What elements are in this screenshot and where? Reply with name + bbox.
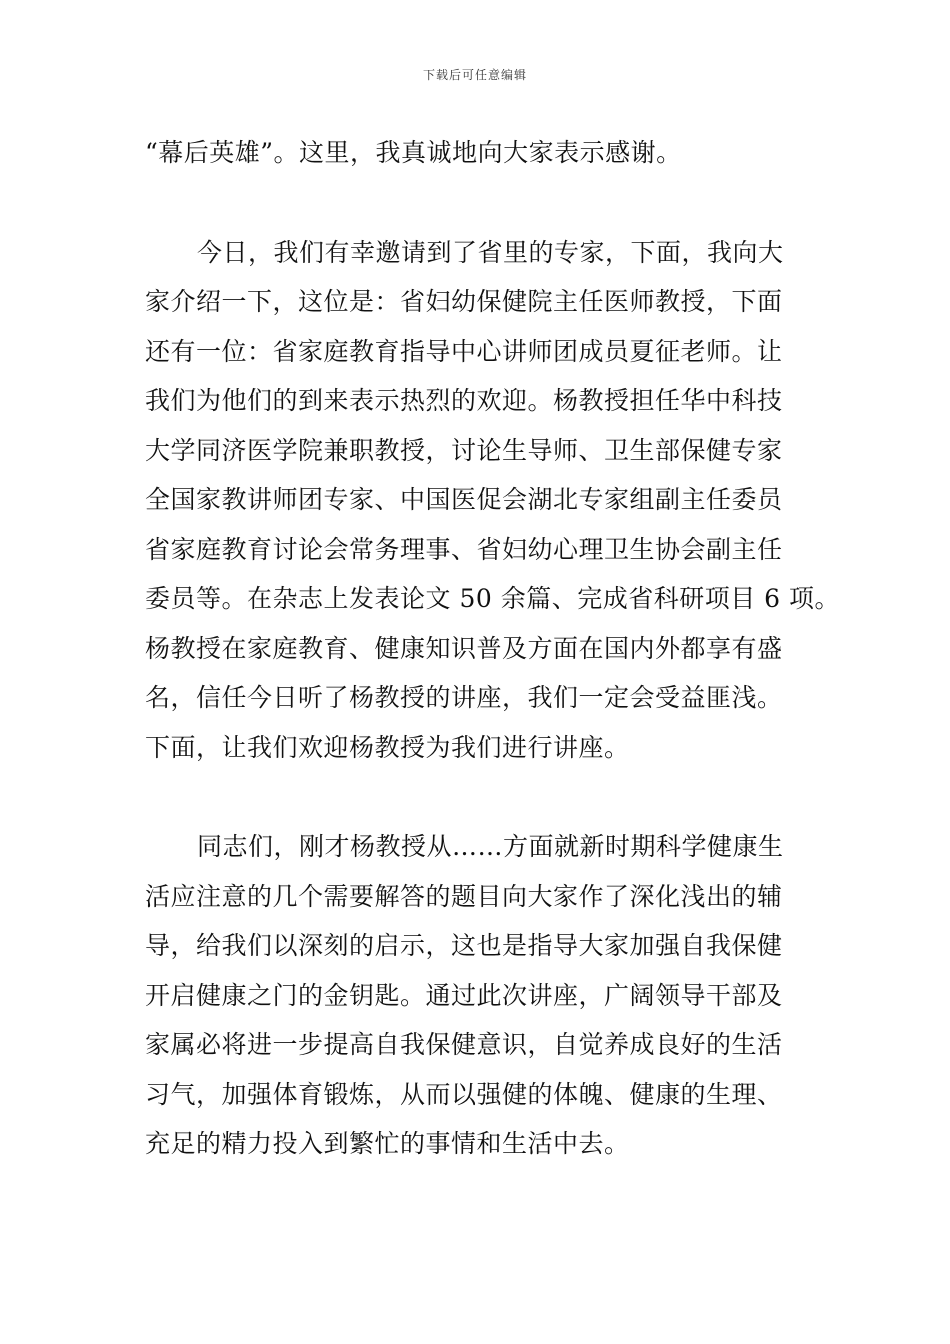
paragraph-spacer — [145, 772, 825, 822]
paragraph-line: 今日，我们有幸邀请到了省里的专家，下面，我向大 — [197, 237, 784, 267]
paragraph-line: 家介绍一下，这位是：省妇幼保健院主任医师教授，下面 — [145, 287, 783, 316]
paragraph-line: 开启健康之门的金钥匙。通过此次讲座，广阔领导干部及 — [145, 980, 783, 1010]
document-body — [145, 128, 841, 1169]
paragraph-3 — [145, 822, 825, 1169]
paragraph-line: “幕后英雄”。这里，我真诚地向大家表示感谢。 — [145, 138, 682, 167]
paragraph-2 — [145, 228, 841, 773]
paragraph-line: 同志们，刚才杨教授从……方面就新时期科学健康生 — [197, 832, 784, 861]
paragraph-line: 全国家教讲师团专家、中国医促会湖北专家组副主任委员 — [145, 485, 783, 514]
paragraph-spacer — [145, 178, 825, 228]
paragraph-line: 大学同济医学院兼职教授，讨论生导师、卫生部保健专家 — [145, 435, 783, 465]
paragraph-line: 杨教授在家庭教育、健康知识普及方面在国内外都享有盛 — [145, 633, 783, 663]
page-header: 下载后可任意编辑 — [422, 68, 527, 82]
paragraph-line: 省家庭教育讨论会常务理事、省妇幼心理卫生协会副主任 — [145, 534, 783, 564]
paragraph-line: 家属必将进一步提高自我保健意识，自觉养成良好的生活 — [145, 1030, 783, 1059]
paragraph-line: 下面，让我们欢迎杨教授为我们进行讲座。 — [145, 732, 630, 762]
paragraph-1 — [145, 128, 825, 178]
paragraph-line: 委员等。在杂志上发表论文 50 余篇、完成省科研项目 6 项。 — [145, 584, 841, 613]
paragraph-line: 习气，加强体育锻炼，从而以强健的体魄、健康的生理、 — [145, 1079, 783, 1109]
paragraph-line: 活应注意的几个需要解答的题目向大家作了深化浅出的辅 — [145, 881, 783, 911]
paragraph-line: 充足的精力投入到繁忙的事情和生活中去。 — [145, 1129, 630, 1158]
paragraph-line: 名，信任今日听了杨教授的讲座，我们一定会受益匪浅。 — [145, 683, 783, 712]
paragraph-line: 导，给我们以深刻的启示，这也是指导大家加强自我保健 — [145, 931, 783, 960]
paragraph-line: 我们为他们的到来表示热烈的欢迎。杨教授担任华中科技 — [145, 386, 783, 415]
paragraph-line: 还有一位：省家庭教育指导中心讲师团成员夏征老师。让 — [145, 336, 783, 366]
